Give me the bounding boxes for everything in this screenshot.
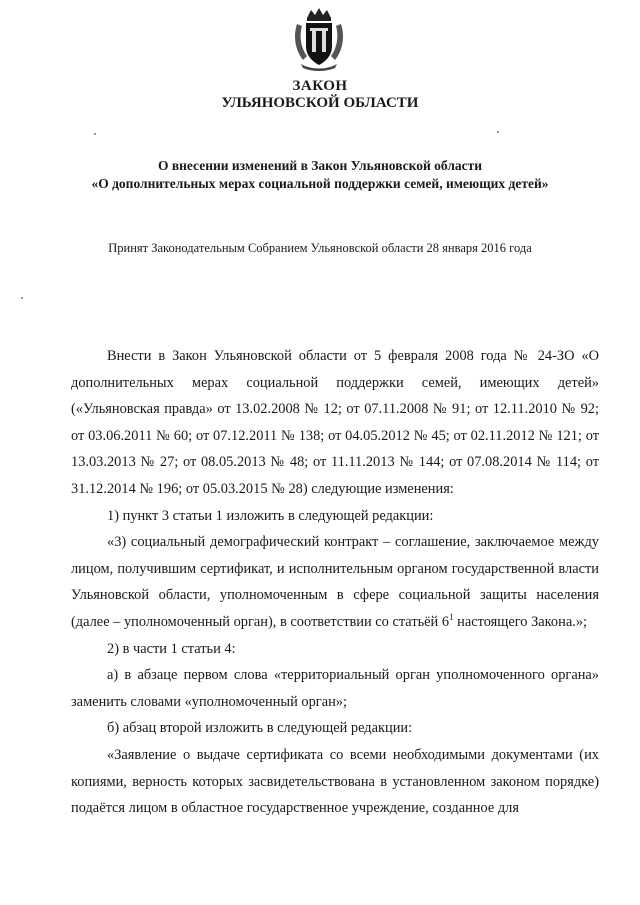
item1-paragraph: 1) пункт 3 статьи 1 изложить в следующей редакции: <box>107 507 434 524</box>
superscript: 1 <box>449 612 454 623</box>
law-heading: ЗАКОН <box>292 78 348 94</box>
law-title-line1: О внесении изменений в Закон Ульяновской области <box>157 158 483 173</box>
item2b-quote-paragraph: «Заявление о выдаче сертификата со всеми необходимыми документами (их копиями, верность которых засвидетельствована в установленном законом порядке) подаётся лицом в областное государственное учреждение, созданное для <box>71 746 599 817</box>
item2-paragraph: 2) в части 1 статьи 4: <box>107 640 236 657</box>
adoption-note: Принят Законодательным Собранием Ульяновской области 28 января 2016 года <box>108 241 532 255</box>
item1-quote-paragraph: «3) социальный демографический контракт – соглашение, заключаемое между лицом, получившим сертификат, и исполнительным органом государственной власти Ульяновской области, уполномоченным в сфере социальной защиты населения (далее – уполномоченный орган), в соответствии со статьёй $6^1$ настоящего Закона.»; <box>71 534 599 630</box>
scan-speck <box>497 131 499 133</box>
scan-speck <box>21 297 23 299</box>
law-title <box>40 157 600 193</box>
law-title-line2: «О дополнительных мерах социальной поддержки семей, имеющих детей» <box>91 176 549 191</box>
intro-paragraph: Внести в Закон Ульяновской области от 5 февраля 2008 года № 24-ЗО «О дополнительных мерах социальной поддержки семей, имеющих детей» («Ульяновская правда» от 13.02.2008 № 12; от 07.11.2008 № 91; от 12.11.2010 № 92; от 03.06.2011 № 60; от 07.12.2011 № 138; от 04.05.2012 № 45; от 02.11.2012 № 121; от 13.03.2013 № 27; от 08.05.2013 № 48; от 11.11.2013 № 144; от 07.08.2014 № 114; от 31.12.2014 № 196; от 05.03.2015 № 28) следующие изменения: <box>71 348 599 497</box>
scan-speck <box>94 133 96 135</box>
coat-of-arms-icon <box>293 6 345 72</box>
law-region-heading: УЛЬЯНОВСКОЙ ОБЛАСТИ <box>221 95 419 111</box>
item2a-paragraph: а) в абзаце первом слова «территориальный орган уполномоченного органа» заменить словами «уполномоченный орган»; <box>71 667 599 710</box>
item2b-paragraph: б) абзац второй изложить в следующей редакции: <box>107 720 413 737</box>
law-body <box>71 343 599 822</box>
